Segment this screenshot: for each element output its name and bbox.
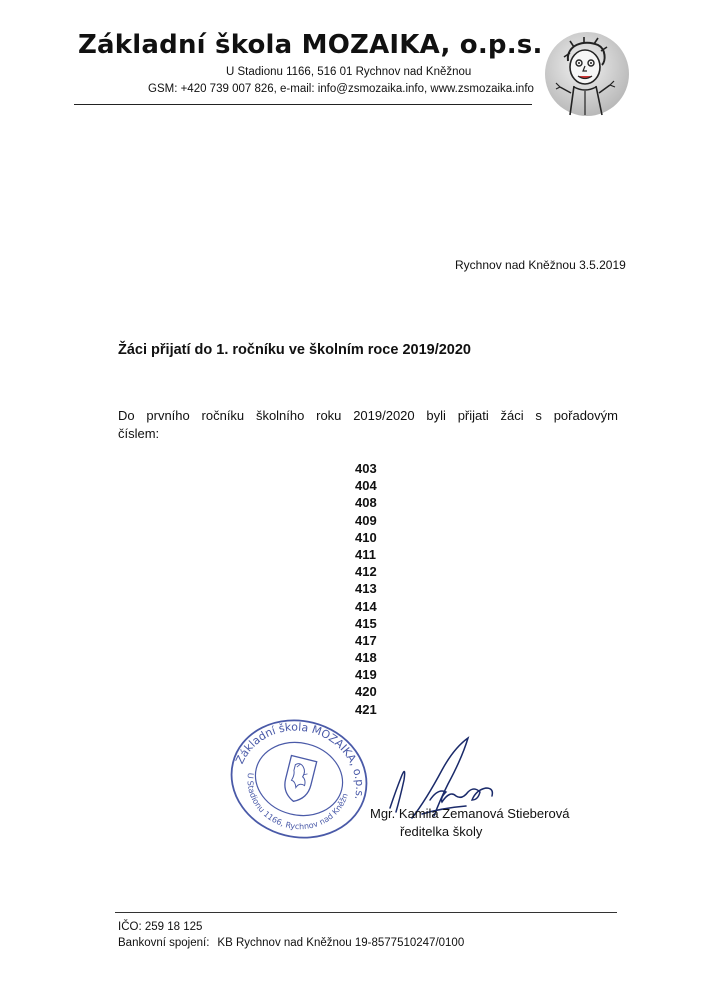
intro-word: žáci — [500, 408, 524, 423]
admitted-number: 419 — [355, 667, 377, 683]
admitted-numbers-list — [355, 460, 377, 718]
document-heading: Žáci přijatí do 1. ročníku ve školním roce 2019/2020 — [118, 342, 471, 358]
intro-paragraph-line1 — [118, 408, 618, 423]
admitted-number: 415 — [355, 615, 377, 631]
intro-word: pořadovým — [553, 408, 618, 423]
admitted-number: 410 — [355, 529, 377, 545]
admitted-number: 412 — [355, 564, 377, 580]
stamp-outer-text: Základní škola MOZAIKA, o.p.s. — [233, 720, 367, 801]
intro-word: ročníku — [201, 408, 245, 423]
intro-word: školního — [255, 408, 305, 423]
bank-value: KB Rychnov nad Kněžnou 19-8577510247/0100 — [217, 937, 465, 949]
intro-paragraph-line2: číslem: — [118, 426, 160, 441]
admitted-number: 409 — [355, 512, 377, 528]
admitted-number: 421 — [355, 701, 377, 717]
intro-word: byli — [426, 408, 446, 423]
admitted-number: 414 — [355, 598, 377, 614]
bank-details — [118, 937, 472, 949]
admitted-number: 411 — [355, 546, 376, 562]
header-divider — [74, 104, 532, 105]
school-contacts: GSM: +420 739 007 826, e-mail: info@zsmozaika.info, www.zsmozaika.info — [148, 83, 534, 95]
bank-label: Bankovní spojení: — [118, 937, 210, 949]
intro-word: 2019/2020 — [353, 408, 415, 423]
signer-role: ředitelka školy — [400, 824, 483, 839]
signer-name: Mgr. Kamila Zemanová Stieberová — [370, 806, 570, 821]
admitted-number: 404 — [355, 478, 377, 494]
admitted-number: 417 — [355, 632, 377, 648]
admitted-number: 420 — [355, 684, 377, 700]
official-stamp-icon — [226, 716, 372, 842]
admitted-number: 418 — [355, 650, 377, 666]
intro-word: s — [535, 408, 542, 423]
intro-word: prvního — [146, 408, 190, 423]
footer-divider — [115, 912, 617, 913]
admitted-number: 408 — [355, 495, 377, 511]
admitted-number: 403 — [355, 461, 377, 476]
company-id: IČO: 259 18 125 — [118, 921, 203, 933]
child-drawing-logo-icon — [544, 31, 630, 117]
intro-word: přijati — [457, 408, 489, 423]
school-address: U Stadionu 1166, 516 01 Rychnov nad Kněžnou — [226, 66, 472, 78]
intro-word: roku — [316, 408, 342, 423]
intro-word: Do — [118, 408, 135, 423]
document-date: Rychnov nad Kněžnou 3.5.2019 — [455, 258, 626, 272]
stamp-inner-text: U Stadionu 1166, Rychnov nad Kněžnou — [245, 772, 350, 832]
school-name: Základní škola MOZAIKA, o.p.s. — [78, 30, 543, 60]
admitted-number: 413 — [355, 581, 377, 597]
